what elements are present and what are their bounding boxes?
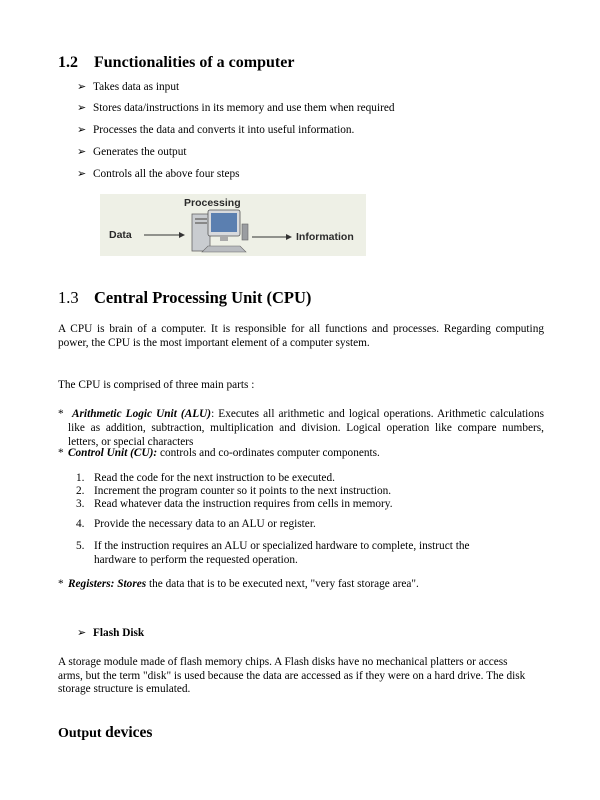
step-text: Increment the program counter so it points to the next instruction. [94,485,392,497]
figure-graphics [100,194,366,256]
step-number: 5. [76,540,85,552]
alu-term: Arithmetic Logic Unit (ALU) [72,408,212,420]
list-item [77,167,240,181]
list-item-text: Controls all the above four steps [93,168,240,180]
flash-disk-paragraph: A storage module made of flash memory chips. A Flash disks have no mechanical platters or access arms, but the term "disk" is used because the data are accessed as if they were on a hard drive. The disk storage structure is emulated. [58,656,526,695]
registers-item [68,577,544,591]
cu-description: controls and co-ordinates computer components. [157,447,380,459]
desktop-computer-icon [192,210,248,252]
list-item-text: Processes the data and converts it into useful information. [93,124,355,136]
step-number: 1. [76,472,85,484]
step-text: If the instruction requires an ALU or specialized hardware to complete, instruct the hardware to perform the requested operation. [94,540,470,566]
alu-description: : Executes all arithmetic and logical operations. Arithmetic calculations like as addition, subtraction, multiplication and division. Logical operation like compare numbers, letters, or special characters [68,408,545,448]
list-item-text: Stores data/instructions in its memory and use them when required [93,102,395,114]
list-item [77,80,179,94]
arrowhead-bullet-icon: ➢ [77,124,87,136]
asterisk-bullet: * [58,578,64,590]
section-title: Functionalities of a computer [94,54,295,71]
section-title: Central Processing Unit (CPU) [94,288,312,307]
arrowhead-bullet-icon: ➢ [77,168,87,180]
flash-disk-title: Flash Disk [93,627,145,639]
list-item [77,101,395,115]
list-item [77,145,186,159]
asterisk-bullet: * [58,447,64,459]
figure-label-information: Information [296,231,354,243]
step-text: Read whatever data the instruction requires from cells in memory. [94,498,393,510]
list-item [77,123,354,137]
right-arrow-icon [252,234,292,240]
list-item-text: Generates the output [93,146,187,158]
cu-item [68,446,544,460]
step-number: 4. [76,518,85,530]
processing-figure [100,194,366,256]
section-1-3-heading [58,288,311,308]
figure-label-data: Data [109,229,132,241]
step-number: 2. [76,485,85,497]
right-arrow-icon [144,232,185,238]
output-devices-title-part2: devices [105,724,153,741]
output-devices-heading [58,724,152,742]
figure-label-processing: Processing [184,197,241,209]
output-devices-title-part1: Output [58,726,106,741]
registers-description: the data that is to be executed next, "very fast storage area". [146,578,419,590]
flash-disk-heading [77,626,144,640]
arrowhead-bullet-icon: ➢ [77,102,87,114]
cpu-parts-intro: The CPU is comprised of three main parts : [58,379,255,391]
step-text: Provide the necessary data to an ALU or register. [94,518,316,530]
step-text: Read the code for the next instruction to be executed. [94,472,335,484]
cu-term: Control Unit (CU): [68,447,158,459]
section-number: 1.2 [58,54,78,71]
section-number: 1.3 [58,288,79,307]
arrowhead-bullet-icon: ➢ [77,81,87,93]
asterisk-bullet: * [58,408,64,420]
alu-item [68,407,544,449]
list-item-text: Takes data as input [93,81,180,93]
arrowhead-bullet-icon: ➢ [77,146,87,158]
registers-term: Registers: Stores [68,578,147,590]
step-number: 3. [76,498,85,510]
section-1-2-heading [58,54,294,72]
cpu-intro-paragraph: A CPU is brain of a computer. It is responsible for all functions and processes. Regarding computing power, the CPU is the most important element of a computer system. [58,323,544,349]
arrowhead-bullet-icon: ➢ [77,627,87,639]
